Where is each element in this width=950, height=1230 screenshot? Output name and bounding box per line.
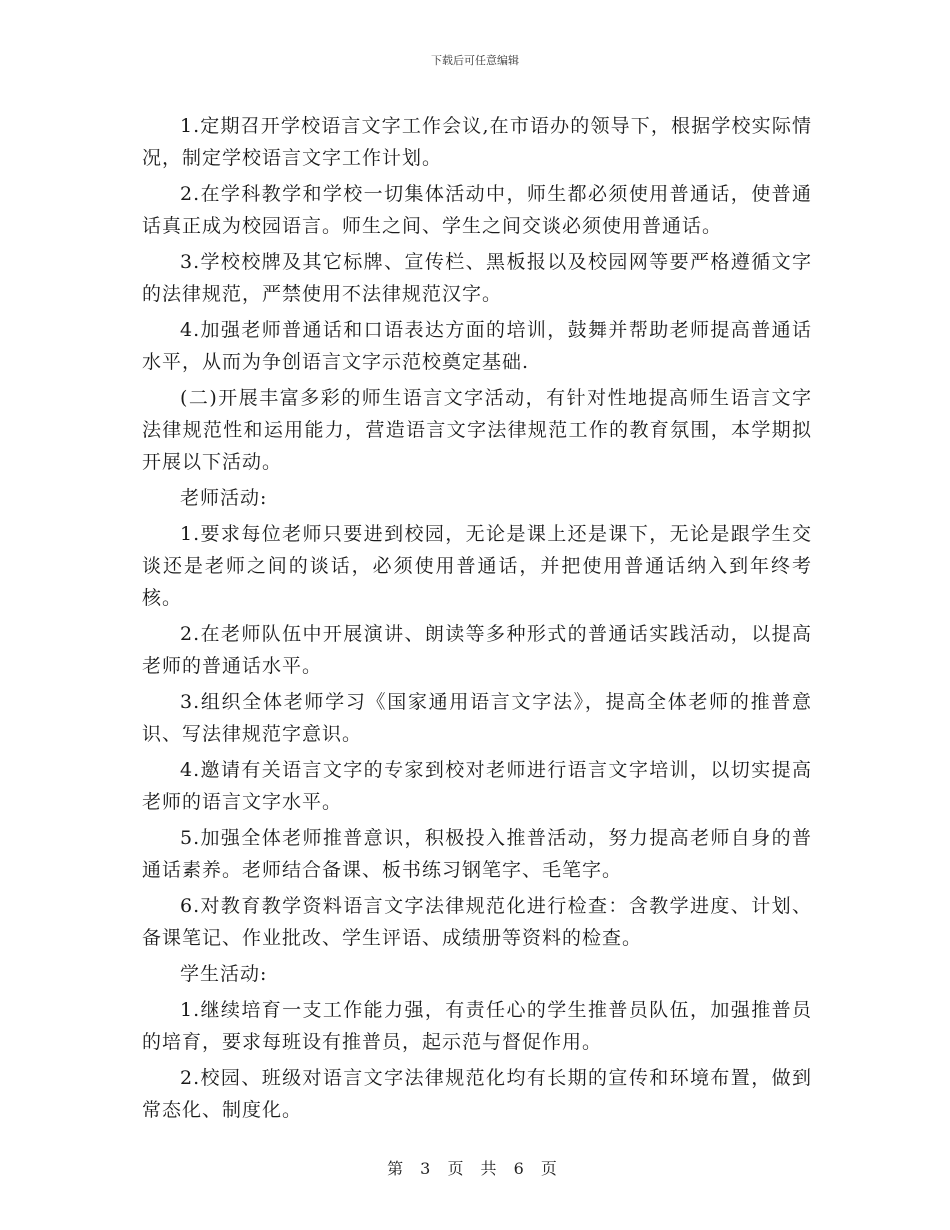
paragraph: 5.加强全体老师推普意识，积极投入推普活动，努力提高老师自身的普通话素养。老师结合备课、板书练习钢笔字、毛笔字。 xyxy=(142,827,812,881)
paragraph: 1.要求每位老师只要进到校园，无论是课上还是课下，无论是跟学生交谈还是老师之间的谈话，必须使用普通话，并把使用普通话纳入到年终考核。 xyxy=(142,523,812,609)
paragraph: 2.在学科教学和学校一切集体活动中，师生都必须使用普通话，使普通话真正成为校园语言。师生之间、学生之间交谈必须使用普通话。 xyxy=(142,183,812,237)
document-body xyxy=(142,110,812,1130)
paragraph: 6.对教育教学资料语言文字法律规范化进行检查：含教学进度、计划、备课笔记、作业批改、学生评语、成绩册等资料的检查。 xyxy=(142,895,812,949)
paragraph: 4.加强老师普通话和口语表达方面的培训，鼓舞并帮助老师提高普通话水平，从而为争创语言文字示范校奠定基础. xyxy=(142,319,812,373)
paragraph: 3.学校校牌及其它标牌、宣传栏、黑板报以及校园网等要严格遵循文字的法律规范，严禁使用不法律规范汉字。 xyxy=(142,251,812,305)
paragraph: 2.在老师队伍中开展演讲、朗读等多种形式的普通话实践活动，以提高老师的普通话水平。 xyxy=(142,623,812,677)
section-paragraph: (二)开展丰富多彩的师生语言文字活动，有针对性地提高师生语言文字法律规范性和运用能力，营造语言文字法律规范工作的教育氛围，本学期拟开展以下活动。 xyxy=(142,387,812,473)
paragraph: 2.校园、班级对语言文字法律规范化均有长期的宣传和环境布置，做到常态化、制度化。 xyxy=(142,1067,812,1121)
page-number: 第 3 页 共 6 页 xyxy=(387,1159,563,1178)
section-heading-student: 学生活动: xyxy=(180,963,268,985)
paragraph: 4.邀请有关语言文字的专家到校对老师进行语言文字培训，以切实提高老师的语言文字水平。 xyxy=(142,759,812,813)
paragraph: 1.继续培育一支工作能力强，有责任心的学生推普员队伍，加强推普员的培育，要求每班设有推普员，起示范与督促作用。 xyxy=(142,999,812,1053)
page-header: 下载后可任意编辑 xyxy=(431,54,519,67)
paragraph: 1.定期召开学校语言文字工作会议,在市语办的领导下，根据学校实际情况，制定学校语言文字工作计划。 xyxy=(142,115,812,169)
paragraph: 3.组织全体老师学习《国家通用语言文字法》，提高全体老师的推普意识、写法律规范字意识。 xyxy=(142,691,812,745)
section-heading-teacher: 老师活动: xyxy=(180,487,268,509)
